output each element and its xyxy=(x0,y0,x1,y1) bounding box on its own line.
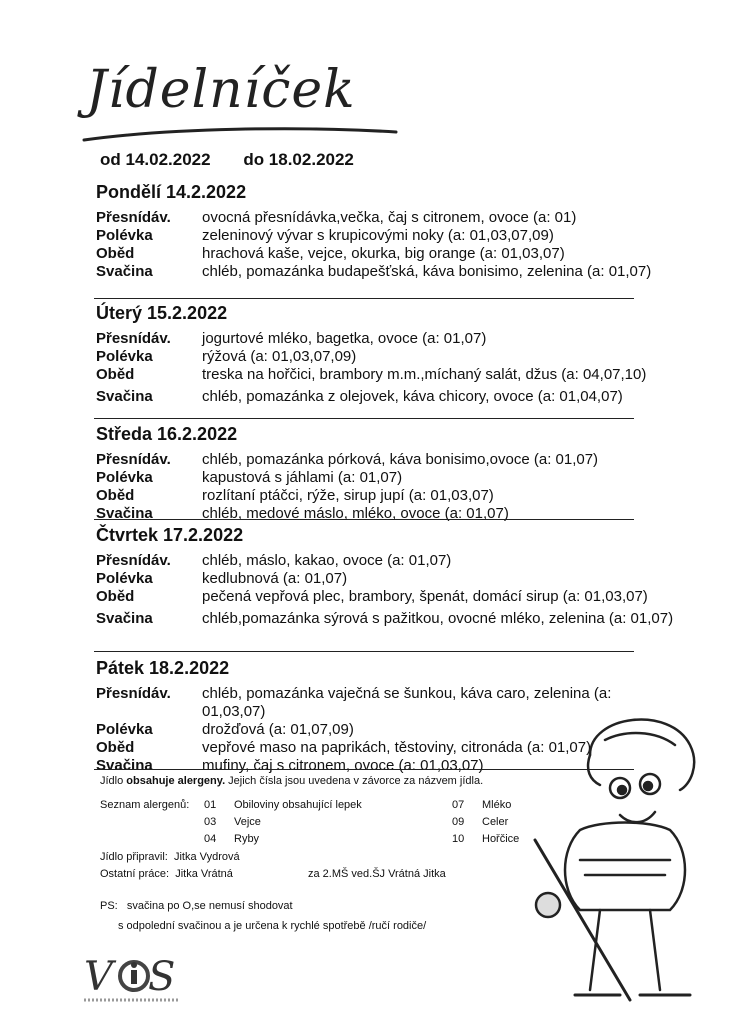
day-tuesday xyxy=(96,303,696,406)
day-thursday xyxy=(96,525,696,628)
allergen-name: Mléko xyxy=(482,799,512,811)
prepared-label: Jídlo připravil: xyxy=(100,851,168,863)
page-title: Jídelníček xyxy=(86,60,356,120)
menu-row xyxy=(96,552,696,570)
menu-row xyxy=(96,588,696,606)
logo-letter-v: V xyxy=(84,954,113,1000)
row-label: Přesnídáv. xyxy=(96,685,171,702)
menu-row xyxy=(96,348,696,366)
day-monday xyxy=(96,182,696,281)
ps-label: PS: xyxy=(100,900,118,912)
row-text: chléb,pomazánka sýrová s pažitkou, ovocné mléko, zelenina (a: 01,07) xyxy=(202,610,674,627)
allergen-item xyxy=(204,814,261,831)
menu-row xyxy=(96,451,696,469)
row-text: drožďová (a: 01,07,09) xyxy=(202,721,354,738)
row-text: rozlítaní ptáčci, rýže, sirup jupí (a: 01,03,07) xyxy=(202,487,494,504)
ps-line-2: s odpolední svačinou a je určena k rychlé spotřebě /ručí rodiče/ xyxy=(118,920,427,932)
row-label: Přesnídáv. xyxy=(96,209,171,226)
allergen-item xyxy=(204,831,259,848)
row-text: chléb, pomazánka budapešťská, káva bonisimo, zelenina (a: 01,07) xyxy=(202,263,652,280)
menu-row xyxy=(96,330,696,348)
row-label: Polévka xyxy=(96,227,153,244)
row-text: hrachová kaše, vejce, okurka, big orange (a: 01,03,07) xyxy=(202,245,565,262)
allergen-item xyxy=(452,831,519,848)
allergen-item xyxy=(452,814,508,831)
date-from: od 14.02.2022 xyxy=(100,150,211,169)
vis-logo xyxy=(82,950,182,1011)
row-label: Oběd xyxy=(96,487,135,504)
allergen-item xyxy=(204,797,362,814)
logo-dot xyxy=(131,962,137,968)
divider xyxy=(94,298,634,299)
day-heading: Středa 16.2.2022 xyxy=(96,424,238,444)
row-label: Svačina xyxy=(96,388,153,405)
allergen-number: 09 xyxy=(452,816,465,828)
row-text: rýžová (a: 01,03,07,09) xyxy=(202,348,357,365)
day-heading: Pondělí 14.2.2022 xyxy=(96,182,247,202)
row-label: Přesnídáv. xyxy=(96,330,171,347)
row-text: chléb, máslo, kakao, ovoce (a: 01,07) xyxy=(202,552,452,569)
row-text: chléb, pomazánka vaječná se šunkou, káva caro, zelenina (a: 01,03,07) xyxy=(202,685,612,720)
prepared-name: Jitka Vydrová xyxy=(173,851,240,863)
date-to: do 18.02.2022 xyxy=(243,150,354,169)
row-label: Oběd xyxy=(96,739,135,756)
menu-row xyxy=(96,209,696,227)
menu-row xyxy=(96,366,696,384)
signature: za 2.MŠ ved.ŠJ Vrátná Jitka xyxy=(308,868,446,880)
day-heading: Čtvrtek 17.2.2022 xyxy=(96,525,244,545)
allergen-number: 01 xyxy=(204,799,217,811)
row-text: kedlubnová (a: 01,07) xyxy=(202,570,348,587)
row-text: mufiny, čaj s citronem, ovoce (a: 01,03,07) xyxy=(202,757,484,774)
prepared-by xyxy=(100,851,240,863)
other-label: Ostatní práce: xyxy=(100,868,170,880)
divider xyxy=(94,418,634,419)
row-label: Oběd xyxy=(96,366,135,383)
allergen-number: 10 xyxy=(452,833,465,845)
row-label: Polévka xyxy=(96,721,153,738)
allergen-item xyxy=(452,797,511,814)
allergen-name: Vejce xyxy=(234,816,261,828)
menu-row xyxy=(96,227,696,245)
row-label: Polévka xyxy=(96,469,153,486)
day-heading: Pátek 18.2.2022 xyxy=(96,658,230,678)
row-text: chléb, medové máslo, mléko, ovoce (a: 01,07) xyxy=(202,505,509,522)
allergen-number: 07 xyxy=(452,799,465,811)
row-label: Svačina xyxy=(96,757,153,774)
allergen-name: Hořčice xyxy=(482,833,520,845)
menu-row xyxy=(96,505,696,523)
logo-letter-s: S xyxy=(148,954,176,1000)
row-label: Přesnídáv. xyxy=(96,552,171,569)
row-label: Polévka xyxy=(96,570,153,587)
title-underline-swoosh xyxy=(80,122,400,146)
allergen-name: Obiloviny obsahující lepek xyxy=(234,799,362,811)
row-text: kapustová s jáhlami (a: 01,07) xyxy=(202,469,403,486)
other-name: Jitka Vrátná xyxy=(175,868,233,880)
row-text: treska na hořčici, brambory m.m.,míchaný salát, džus (a: 04,07,10) xyxy=(202,366,647,383)
allergen-name: Ryby xyxy=(234,833,260,845)
menu-row xyxy=(96,570,696,588)
menu-row xyxy=(96,388,696,406)
menu-row xyxy=(96,487,696,505)
hockey-player-illustration xyxy=(520,700,730,1020)
menu-row xyxy=(96,610,696,628)
allergen-number: 03 xyxy=(204,816,217,828)
row-text: chléb, pomazánka z olejovek, káva chicory, ovoce (a: 01,04,07) xyxy=(202,388,623,405)
row-label: Svačina xyxy=(96,505,153,522)
row-text: zeleninový vývar s krupicovými noky (a: 01,03,07,09) xyxy=(202,227,554,244)
date-range xyxy=(100,150,382,170)
row-text: vepřové maso na paprikách, těstoviny, citronáda (a: 01,07) xyxy=(202,739,592,756)
allergen-note-prefix: Jídlo xyxy=(100,775,127,787)
day-wednesday xyxy=(96,424,696,523)
row-text: pečená vepřová plec, brambory, špenát, domácí sirup (a: 01,03,07) xyxy=(202,588,648,605)
row-text: jogurtové mléko, bagetka, ovoce (a: 01,07) xyxy=(202,330,487,347)
day-heading: Úterý 15.2.2022 xyxy=(96,303,228,323)
allergen-number: 04 xyxy=(204,833,217,845)
row-text: chléb, pomazánka pórková, káva bonisimo,ovoce (a: 01,07) xyxy=(202,451,599,468)
row-label: Svačina xyxy=(96,263,153,280)
ps-note xyxy=(100,896,426,936)
row-label: Oběd xyxy=(96,245,135,262)
divider xyxy=(94,519,634,520)
row-label: Polévka xyxy=(96,348,153,365)
row-label: Oběd xyxy=(96,588,135,605)
row-text: ovocná přesnídávka,večka, čaj s citronem, ovoce (a: 01) xyxy=(202,209,577,226)
ps-line-1: svačina po O,se nemusí shodovat xyxy=(126,900,293,912)
allergen-note-suffix: Jejich čísla jsou uvedena v závorce za názvem jídla. xyxy=(225,775,484,787)
allergen-name: Celer xyxy=(482,816,509,828)
row-label: Přesnídáv. xyxy=(96,451,171,468)
menu-row xyxy=(96,263,696,281)
menu-row xyxy=(96,469,696,487)
vis-logo-icon xyxy=(82,950,182,1006)
menu-row xyxy=(96,245,696,263)
allergen-list-heading: Seznam alergenů: xyxy=(100,799,190,811)
row-label: Svačina xyxy=(96,610,153,627)
logo-letter-i xyxy=(131,970,137,984)
allergen-note-bold: obsahuje alergeny. xyxy=(126,775,226,787)
divider xyxy=(94,651,634,652)
allergen-note xyxy=(100,774,483,789)
other-work xyxy=(100,868,233,880)
